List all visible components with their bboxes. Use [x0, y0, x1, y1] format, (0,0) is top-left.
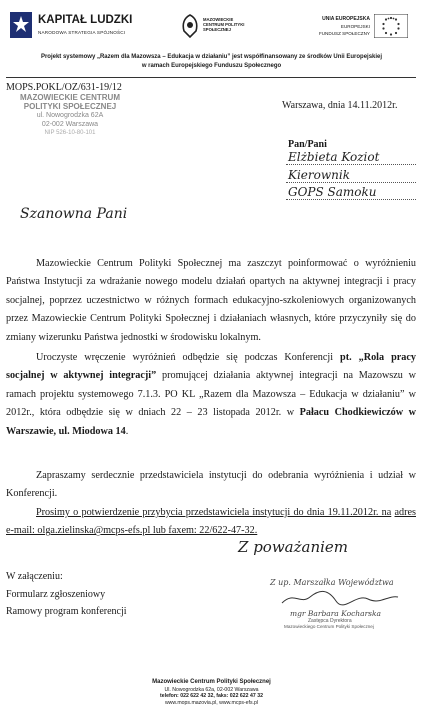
project-line-1: Projekt systemowy „Razem dla Mazowsza – Edukacja w działaniu” jest współfinansowany ze środków Unii Europejskiej [40, 54, 383, 60]
closing-handwritten: Z poważaniem [238, 538, 349, 556]
recipient-position: Kierownik [288, 168, 350, 182]
letter-body [6, 255, 416, 541]
confirmation-request: Prosimy o potwierdzenie przybycia przedstawiciela instytucji do dnia 19.11.2012r. na [36, 506, 392, 518]
signatory-name: mgr Barbara Kocharska [290, 609, 382, 618]
stamp-line-2: POLITYKI SPOŁECZNEJ [23, 102, 117, 111]
conference-title: pt. „Rola pracy socjalnej w aktywnej integracji” [6, 352, 416, 382]
recipient-underline-1 [286, 164, 416, 165]
eu-title: UNIA EUROPEJSKA [322, 16, 370, 22]
recipient-underline-2 [286, 182, 416, 183]
attachment-1: Formularz zgłoszeniowy [6, 589, 106, 600]
eu-logo [316, 12, 408, 44]
footer-web: www.mops.mazovia.pl, www.mcps-efs.pl [164, 699, 259, 706]
footer [0, 679, 423, 706]
footer-address: Ul. Nowogrodzka 62a, 02-002 Warszawa [164, 686, 259, 693]
place-date: Warszawa, dnia 14.11.2012r. [282, 100, 398, 111]
signatory-title: Zastępca Dyrektora [308, 618, 352, 624]
recipient-underline-3 [286, 199, 416, 200]
kl-title: KAPITAŁ LUDZKI [38, 14, 133, 26]
mcps-logo-text: MAZOWIECKIE CENTRUM POLITYKI SPOŁECZNEJ [203, 17, 245, 33]
stamp-line-4: 02-002 Warszawa [41, 121, 99, 128]
attachments-label: W załączeniu: [6, 571, 63, 582]
recipient-institution: GOPS Samoku [288, 185, 377, 199]
paragraph-2-intro: Uroczyste wręczenie wyróżnień odbędzie się podczas Konferencji [36, 352, 334, 364]
eu-line2: EUROPEJSKI [340, 24, 370, 29]
footer-org: Mazowieckie Centrum Polityki Społecznej [152, 679, 271, 685]
footer-phone: telefon: 022 622 42 32, faks: 022 622 47 32 [160, 693, 263, 699]
attachment-2: Ramowy program konferencji [6, 606, 127, 617]
header-divider [6, 77, 416, 78]
stamp-line-3: ul. Nowogrodzka 62A [36, 112, 104, 119]
paragraph-1: Mazowieckie Centrum Polityki Społecznej ma zaszczyt poinformować o wyróżnieniu Państwa Instytucji za wdrażanie nowego modelu działań opartych na aktywnej integracji i pracy socjalnej, poprzez uczestnictwo w różnych formach edukacyjno-szkoleniowych organizowanych przez Mazowieckie Centrum Polityki Społecznej i działaniach własnych, które przyczyniły się do zmiany wizerunku Państwa jednostki w środowisku lokalnym. [6, 258, 416, 343]
kl-emblem-icon [10, 12, 32, 38]
mcps-emblem-icon [180, 14, 200, 38]
handwritten-signature-icon [280, 587, 400, 609]
paragraph-3: Zapraszamy serdecznie przedstawiciela instytucji do odebrania wyróżnienia i udział w Konferencji. [6, 470, 416, 500]
project-line-2: w ramach Europejskiego Funduszu Społecznego [141, 63, 282, 69]
signatory-institution: Mazowieckiego Centrum Polityki Społecznej [284, 624, 374, 629]
paragraph-2-end: . [125, 425, 129, 437]
signature-block [270, 578, 418, 629]
stamp-line-5: NIP 526-10-80-101 [44, 130, 96, 136]
eu-line3: FUNDUSZ SPOŁECZNY [318, 31, 370, 36]
mcps-logo [180, 12, 260, 42]
paragraph-2 [6, 349, 416, 441]
kapital-ludzki-logo [6, 8, 156, 44]
paragraph-4 [6, 504, 416, 541]
paragraph-2-middle: promującej działania aktywnej integracji na Mazowszu w ramach projektu systemowego 7.1.3. PO KL „Razem dla Mazowsza – Edukacja w działaniu” w 2012r., która odbędzie się w dniach 22 – 23 listopada 2012r. w [6, 370, 416, 419]
recipient-name: Elżbieta Koziot [288, 150, 380, 164]
stamp-line-1: MAZOWIECKIE CENTRUM [20, 93, 120, 102]
signature-authority: Z up. Marszałka Województwa [270, 578, 394, 587]
eu-flag-icon [374, 14, 408, 38]
contact-details: adres e-mail: olga.zielinska@mcps-efs.pl lub faxem: 22/622-47-32. [6, 506, 416, 537]
reference-number: MOPS.POKL/OZ/631-19/12 [6, 82, 122, 93]
salutation: Szanowna Pani [20, 206, 128, 222]
sender-stamp [20, 93, 120, 137]
conference-venue: Pałacu Chodkiewiczów w Warszawie, ul. Miodowa 14 [6, 407, 416, 437]
recipient-label: Pan/Pani [288, 139, 327, 150]
kl-subtitle: NARODOWA STRATEGIA SPÓJNOŚCI [38, 30, 126, 35]
